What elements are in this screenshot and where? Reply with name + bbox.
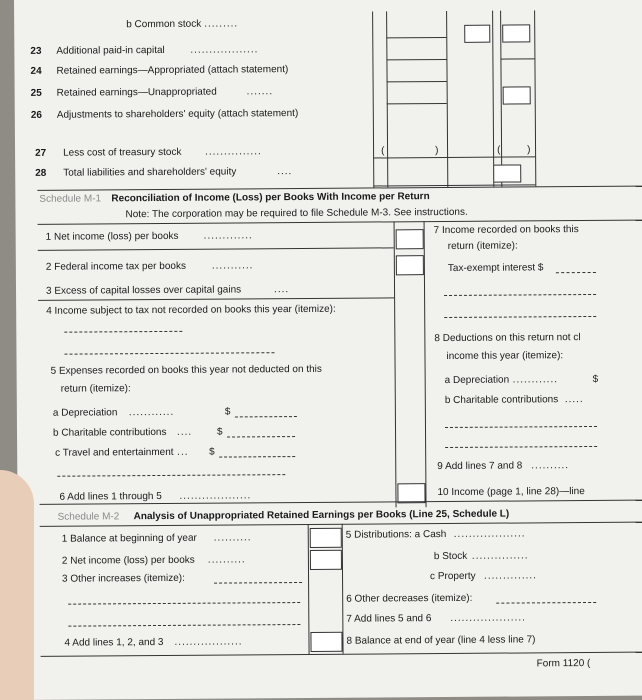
amount-box[interactable] [396,255,424,275]
paren-open: ( [381,145,385,157]
amount-box[interactable] [464,25,490,43]
line-24-label: Retained earnings—Appropriated (attach statement) [56,64,289,77]
m1-line-8b: b Charitable contributions [444,394,559,407]
m1-line-5b: b Charitable contributions [52,426,167,439]
row-rule [38,247,394,250]
m1-line-9: 9 Add lines 7 and 8 [437,460,523,473]
amount-line[interactable] [227,436,295,437]
amount-box[interactable] [310,528,342,548]
leader-dots: ........... [211,260,254,272]
m2-schedule-tag: Schedule M-2 [57,511,120,523]
leader-dots: .......... [207,554,246,566]
m1-line-10: 10 Income (page 1, line 28)—line [437,486,585,499]
line-23-label: Additional paid-in capital [56,44,165,57]
m2-line-4: 4 Add lines 1, 2, and 3 [64,636,164,649]
m1-title: Reconciliation of Income (Loss) per Books With Income per Return [111,191,430,205]
m2-line-5b: b Stock [433,550,468,563]
row-rule [38,297,394,300]
leader-dots: ............ [512,374,559,386]
m2-line-7: 7 Add lines 5 and 6 [346,613,432,625]
form-page [14,0,642,700]
m2-line-5c: c Property [429,570,476,583]
itemize-line[interactable] [64,331,182,333]
dollar-sign: $ [224,406,231,418]
leader-dots: ................... [453,528,526,540]
amount-box[interactable] [493,164,521,182]
line-28-label: Total liabilities and shareholders' equity [63,166,237,179]
timestamp [574,0,608,2]
column-rule [372,11,374,187]
row-rule [373,156,535,158]
itemize-line[interactable] [496,602,596,604]
paren-close: ) [527,144,531,156]
paren-open: ( [497,144,501,156]
column-rule [446,11,448,187]
leader-dots: .... [273,284,290,296]
line-23-num: 23 [30,45,42,57]
leader-dots: ............ [128,406,175,419]
column-rule [534,10,536,186]
m1-line-5-cont: return (itemize): [60,383,131,395]
m1-line-1: 1 Net income (loss) per books [45,230,179,243]
dollar-sign: $ [216,426,223,438]
itemize-line[interactable] [64,352,274,354]
itemize-line[interactable] [214,582,302,584]
m1-line-7: 7 Income recorded on books this [433,224,579,237]
m2-line-3: 3 Other increases (itemize): [62,572,185,585]
m2-line-2: 2 Net income (loss) per books [61,554,195,567]
amount-box[interactable] [310,550,342,570]
m1-line-2: 2 Federal income tax per books [45,260,186,273]
line-28-num: 28 [35,167,47,179]
m1-line-5a: a Depreciation [52,407,118,419]
itemize-line[interactable] [68,624,300,627]
itemize-line[interactable] [57,474,285,477]
leader-dots: ..... [564,394,584,406]
form-footer: Form 1120 ( [536,657,591,670]
amount-box[interactable] [396,229,424,249]
m2-line-5a: 5 Distributions: a Cash [345,528,447,541]
leader-dots: .................... [450,612,526,624]
leader-dots: ............... [205,146,262,158]
leader-dots: ................... [179,490,252,502]
m1-line-7-cont: return (itemize): [447,240,518,252]
m1-line-6: 6 Add lines 1 through 5 [59,490,162,503]
itemize-line[interactable] [445,426,597,428]
m1-note: Note: The corporation may be required to file Schedule M-3. See instructions. [125,206,468,221]
line-27-num: 27 [35,147,47,159]
amount-line[interactable] [556,272,596,273]
m1-line-3: 3 Excess of capital losses over capital gains [45,284,242,297]
leader-dots: ......... [204,18,239,30]
column-rule [492,11,494,187]
line-26-label: Adjustments to shareholders' equity (attach statement) [56,108,299,121]
dollar-sign: $ [592,373,599,385]
row-rule [387,81,447,82]
amount-box[interactable] [310,632,342,652]
thumb [0,470,34,700]
leader-dots: .................. [174,636,243,648]
m1-line-7-taxexempt: Tax-exempt interest $ [447,262,544,274]
row-rule [386,37,446,38]
line-27-label: Less cost of treasury stock [63,146,182,159]
paren-close: ) [435,145,439,157]
itemize-line[interactable] [444,316,596,318]
leader-dots: .......... [213,532,252,544]
leader-dots: ... [177,446,189,458]
m1-line-8-cont: income this year (itemize): [446,350,564,362]
m1-line-5: 5 Expenses recorded on books this year not deducted on this [50,363,322,377]
m1-schedule-tag: Schedule M-1 [39,193,102,205]
amount-box[interactable] [503,86,531,104]
line-24-num: 24 [30,65,42,77]
m1-line-5c: c Travel and entertainment [55,446,174,459]
section-rule [37,186,642,191]
leader-dots: .... [277,166,293,178]
m2-line-1: 1 Balance at beginning of year [61,532,197,545]
m2-line-8: 8 Balance at end of year (line 4 less line 7) [346,634,536,647]
m2-title: Analysis of Unappropriated Retained Earnings per Books (Line 25, Schedule L) [133,508,510,523]
leader-dots: ............... [471,550,529,562]
m1-line-8: 8 Deductions on this return not cl [434,332,581,345]
row-rule [386,59,446,60]
leader-dots: .......... [531,460,570,472]
leader-dots: .............. [483,570,537,582]
amount-box[interactable] [502,24,530,42]
amount-line[interactable] [219,456,295,458]
line-25-num: 25 [30,87,42,99]
leader-dots: ....... [246,86,274,98]
dollar-sign: $ [209,446,215,458]
itemize-line[interactable] [444,294,596,296]
itemize-line[interactable] [68,602,300,605]
leader-dots: .... [176,426,193,438]
line-22b-label: b Common stock [126,18,202,31]
line-26-num: 26 [30,109,42,121]
leader-dots: .................. [190,44,259,56]
amount-line[interactable] [235,416,297,417]
section-rule [41,652,642,657]
column-rule [424,221,427,507]
row-rule [500,58,534,59]
m2-line-6: 6 Other decreases (itemize): [346,592,473,605]
m1-line-4: 4 Income subject to tax not recorded on books this year (itemize): [46,303,336,317]
row-rule [387,103,447,104]
line-25-label: Retained earnings—Unappropriated [56,86,217,99]
leader-dots: ............. [203,230,253,242]
m1-line-8a: a Depreciation [444,374,510,387]
itemize-line[interactable] [445,446,597,448]
